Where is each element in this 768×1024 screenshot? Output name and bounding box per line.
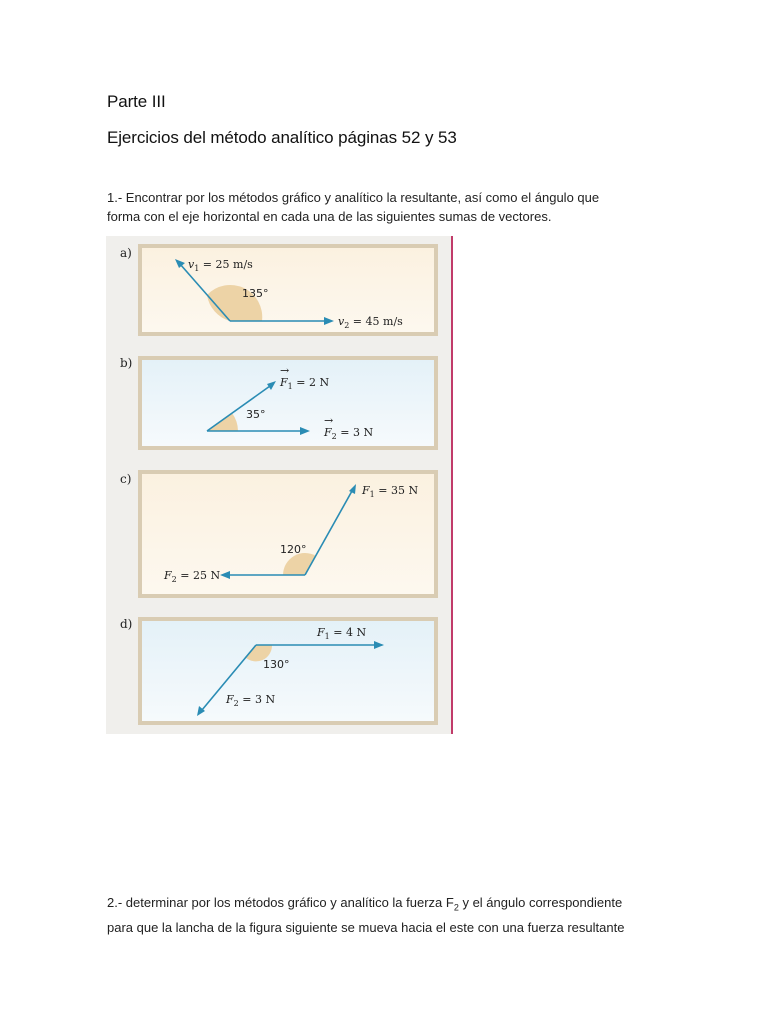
exercise-2-line-1-end: y el ángulo correspondiente bbox=[458, 895, 623, 910]
exercise-2-text bbox=[107, 893, 687, 937]
svg-text:F2 = 25 N: $F_2 = 25$ N bbox=[164, 569, 221, 584]
svg-text:F1 = 4 N: $F_1 = 4$ N bbox=[317, 626, 367, 641]
panel-d-diagram bbox=[142, 621, 434, 721]
panel-a bbox=[138, 244, 438, 336]
exercise-2-line-2: para que la lancha de la figura siguiente se mueva hacia el este con una fuerza resultante bbox=[107, 919, 625, 935]
exercise-2-line-1-start: 2.- determinar por los métodos gráfico y analítico la fuerza F bbox=[107, 895, 454, 910]
panel-d-f2-value: 3 N bbox=[254, 693, 276, 706]
panel-a-v1-value: 25 m/s bbox=[215, 258, 253, 271]
svg-text:→: → bbox=[324, 414, 334, 427]
panel-d bbox=[138, 617, 438, 725]
section-title: Parte III bbox=[107, 92, 166, 111]
svg-text:F1 = 2 N: $F_1 = 2$ N bbox=[280, 376, 330, 391]
exercise-2-f2-subscript: 2 bbox=[453, 902, 459, 913]
svg-text:v1 = 25 m/s: $v_1 = 25$ m/s bbox=[188, 258, 253, 273]
panel-b-f1-value: 2 N bbox=[308, 376, 330, 389]
panel-a-v2-value: 45 m/s bbox=[365, 315, 403, 328]
panel-c-f2-value: 25 N bbox=[192, 569, 221, 582]
panel-d-letter: d) bbox=[120, 617, 133, 631]
svg-text:→: → bbox=[280, 364, 290, 377]
panel-c-letter: c) bbox=[120, 472, 132, 486]
panel-a-letter: a) bbox=[120, 246, 132, 260]
svg-text:F1 = 35 N: $F_1 = 35$ N bbox=[362, 484, 419, 499]
panel-b bbox=[138, 356, 438, 450]
exercises-title: Ejercicios del método analítico páginas 52 y 53 bbox=[107, 128, 457, 147]
panel-a-diagram bbox=[142, 248, 434, 332]
figure-edge bbox=[451, 236, 453, 734]
exercise-1-text bbox=[107, 188, 667, 226]
exercise-1-line-2: forma con el eje horizontal en cada una de las siguientes sumas de vectores. bbox=[107, 209, 552, 224]
panel-b-letter: b) bbox=[120, 356, 133, 370]
panel-d-f1-value: 4 N bbox=[345, 626, 367, 639]
panel-c-f1-arrow bbox=[305, 491, 352, 575]
panel-b-f2-value: 3 N bbox=[352, 426, 374, 439]
panel-c-angle: 120° bbox=[280, 543, 307, 556]
svg-text:F2 = 3 N: $F_2 = 3$ N bbox=[226, 693, 276, 708]
panel-b-diagram bbox=[142, 360, 434, 446]
panel-d-angle: 130° bbox=[263, 658, 290, 671]
panel-a-angle: 135° bbox=[242, 287, 269, 300]
exercise-2-line-1 bbox=[107, 895, 623, 913]
panel-c-diagram bbox=[142, 474, 434, 594]
panel-c bbox=[138, 470, 438, 598]
exercise-1-line-1: 1.- Encontrar por los métodos gráfico y analítico la resultante, así como el ángulo que bbox=[107, 190, 600, 205]
svg-text:F2 = 3 N: $F_2 = 3$ N bbox=[324, 426, 374, 441]
panel-c-f1-value: 35 N bbox=[390, 484, 419, 497]
panel-b-angle: 35° bbox=[246, 408, 266, 421]
vectors-figure bbox=[106, 236, 453, 734]
svg-text:v2 = 45 m/s: $v_2 = 45$ m/s bbox=[338, 315, 403, 330]
